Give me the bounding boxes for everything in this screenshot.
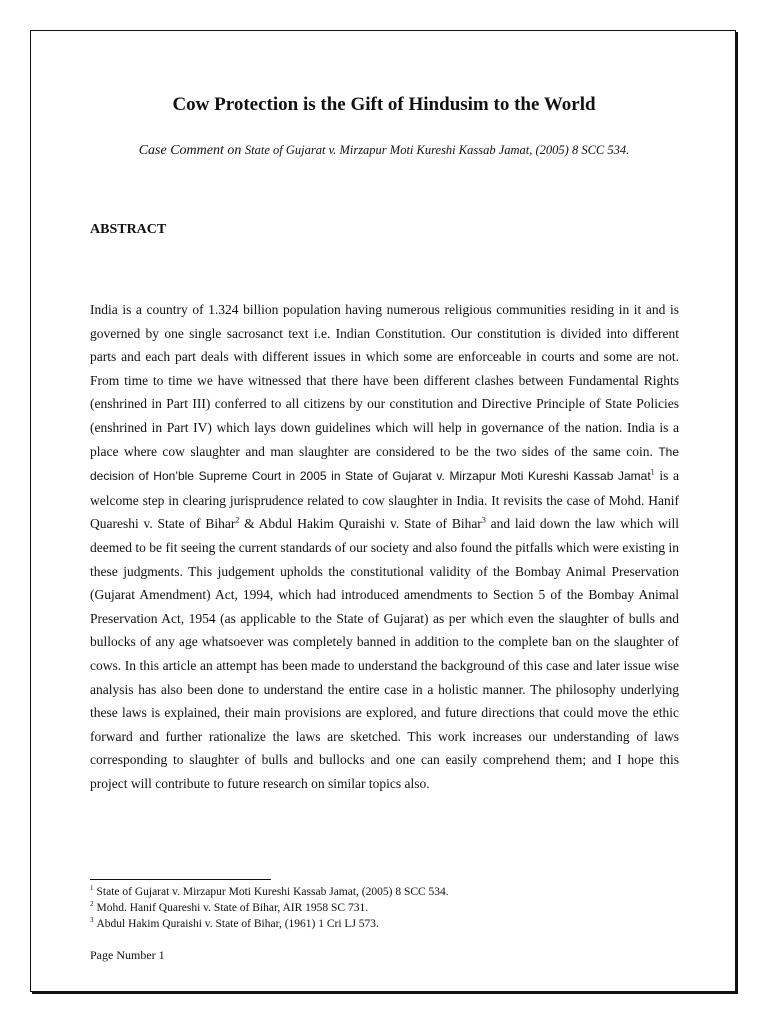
abstract-text-part-4: & Abdul Hakim Quraishi v. State of Bihar [239, 516, 482, 532]
document-subtitle [0, 141, 768, 160]
subtitle-prefix: Case Comment on [138, 143, 242, 158]
abstract-text-part-5: and laid down the law which will deemed to be fit seeing the current standards of our society and also found the pitfalls which were existing in these judgments. This judgement upholds the constitutional validity of the Bombay Animal Preservation (Gujarat Amendment) Act, 1994, which had introduced amendments to Section 5 of the Bombay Animal Preservation Act, 1954 (as applicable to the State of Gujarat) as per which even the slaughter of bulls and bullocks of any age whatsoever was completely banned in addition to the complete ban on the slaughter of cows. In this article an attempt has been made to understand the background of this case and later issue wise analysis has also been done to understand the entire case in a holistic manner. The philosophy underlying these laws is explained, their main provisions are explored, and future directions that could move the ethic forward and further rationalize the laws are sketched. This work increases our understanding of laws corresponding to slaughter of bulls and bullocks and one can easily comprehend them; and I hope this project will contribute to future research on similar topics also. [90, 516, 679, 791]
footnote-number: 3 [90, 916, 94, 925]
footnote-item [90, 916, 680, 932]
footnote-text: Abdul Hakim Quraishi v. State of Bihar, (1961) 1 Cri LJ 573. [96, 918, 379, 930]
abstract-heading: ABSTRACT [90, 222, 167, 237]
footnote-ref-2[interactable]: 2 [235, 515, 240, 525]
footnote-item [90, 884, 680, 900]
footnote-ref-1[interactable]: 1 [650, 467, 655, 477]
subtitle-case-name: State of Gujarat v. Mirzapur Moti Kureshi Kassab Jamat, (2005) 8 SCC 534. [244, 143, 630, 157]
footnote-item [90, 900, 680, 916]
footnote-number: 2 [90, 900, 94, 909]
abstract-text-part-3: is a welcome step in clearing jurisprudence related to cow slaughter in India. It revisits the case of Mohd. Hanif Quareshi v. State of Bihar [90, 468, 679, 532]
abstract-text-part-1: India is a country of 1.324 billion population having numerous religious communities residing in it and is governed by one single sacrosanct text i.e. Indian Constitution. Our constitution is divided into different parts and each part deals with different issues in which some are enforceable in courts and some are not. From time to time we have witnessed that there have been different clashes between Fundamental Rights (enshrined in Part III) conferred to all citizens by our constitution and Directive Principle of State Policies (enshrined in Part IV) which lays down guidelines which will help in governance of the nation. India is a place where cow slaughter and man slaughter are considered to be the two sides of the same coin. [90, 302, 679, 459]
abstract-paragraph [90, 298, 679, 795]
footnote-separator [90, 879, 271, 880]
footnote-text: Mohd. Hanif Quareshi v. State of Bihar, AIR 1958 SC 731. [96, 902, 369, 914]
abstract-text-decision: The decision of Hon’ble Supreme Court in 2005 in State of Gujarat v. Mirzapur Moti Kureshi Kassab Jamat [90, 444, 679, 484]
footnote-number: 1 [90, 884, 94, 893]
footnote-list [90, 884, 680, 932]
document-title: Cow Protection is the Gift of Hindusim to the World [172, 94, 596, 115]
page-number: Page Number 1 [90, 948, 165, 962]
footnote-ref-3[interactable]: 3 [481, 515, 486, 525]
footnote-text: State of Gujarat v. Mirzapur Moti Kureshi Kassab Jamat, (2005) 8 SCC 534. [96, 886, 449, 898]
